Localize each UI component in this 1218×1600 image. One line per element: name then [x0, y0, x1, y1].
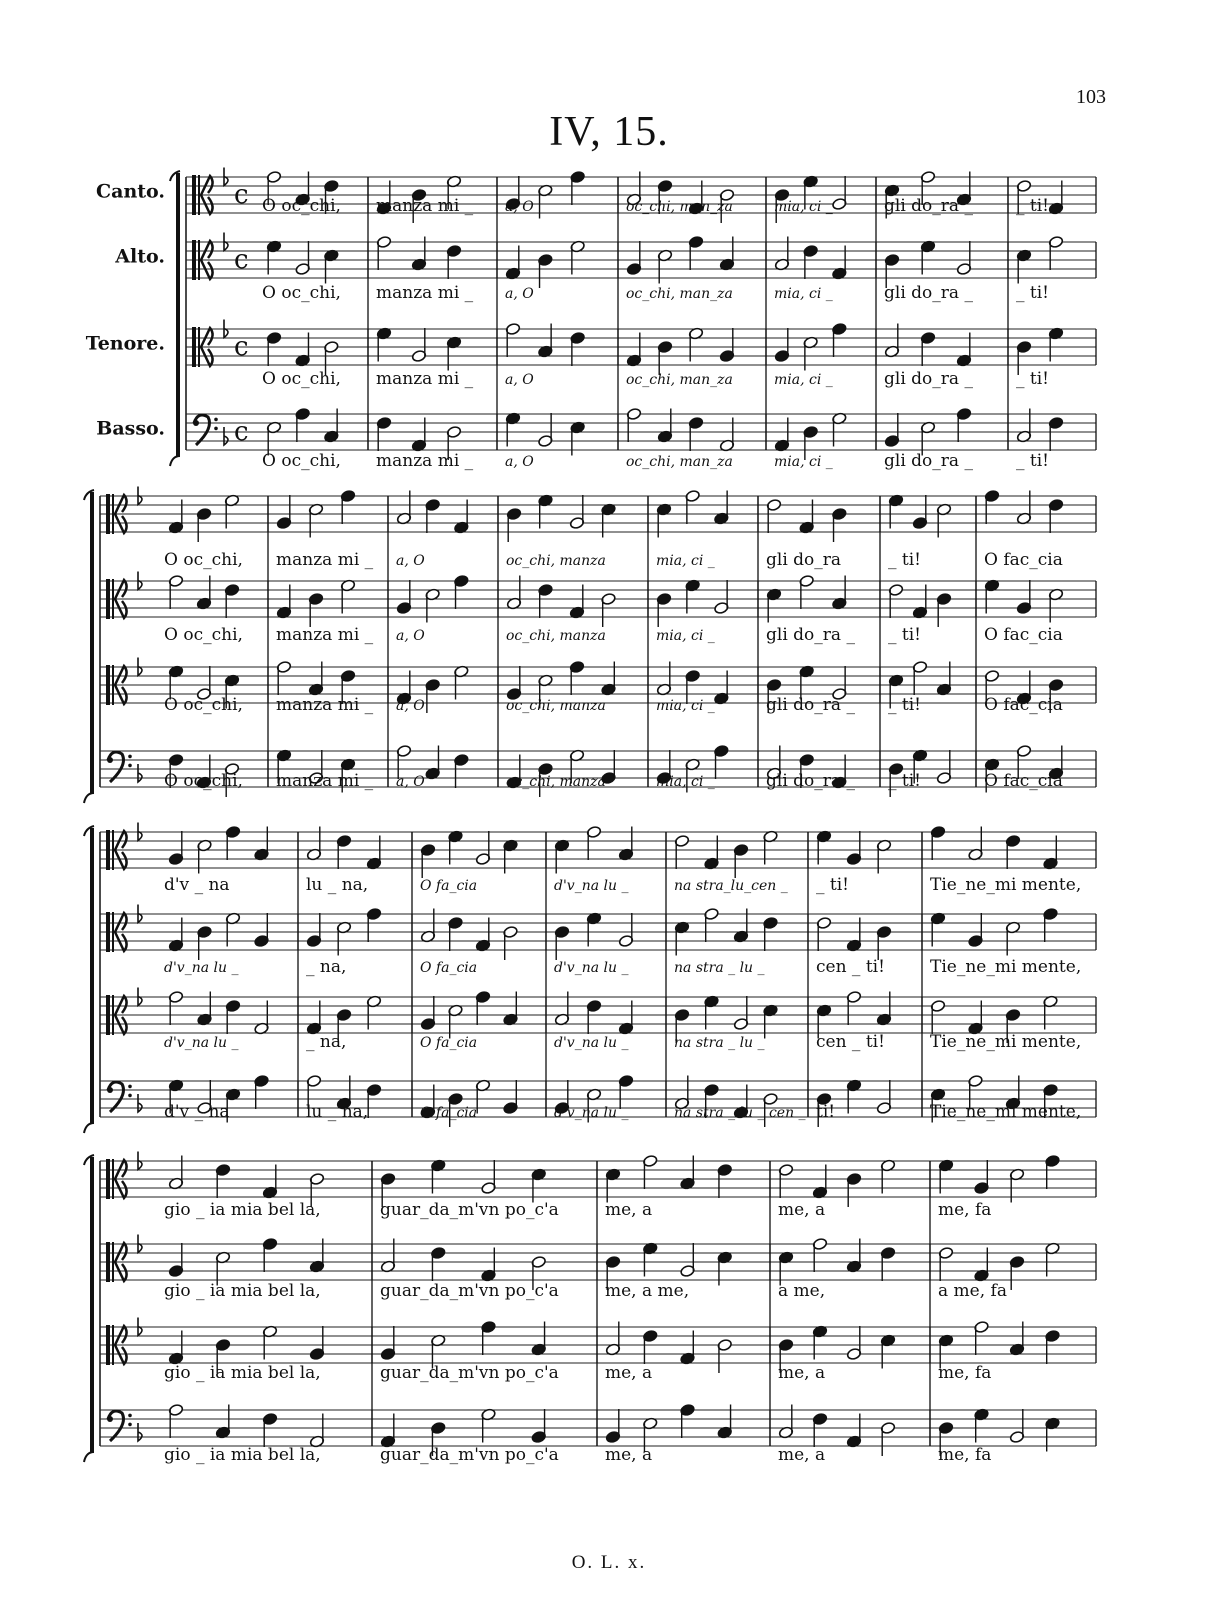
- lyric-1-1-5: mia, ci _: [774, 199, 833, 215]
- c-clef-icon: [112, 1242, 114, 1282]
- c-clef-icon: [112, 830, 114, 870]
- lyric-1-3-4: oc_chi, man_za: [626, 372, 733, 388]
- lyric-2-3-7: _ ti!: [888, 695, 922, 715]
- lyric-4-2-1: gio _ ia mia bel la,: [164, 1281, 321, 1301]
- lyric-2-1-2: manza mi _: [276, 550, 374, 570]
- lyric-4-2-5: a me, fa: [938, 1281, 1007, 1301]
- lyric-2-4-1: O oc_chi,: [164, 771, 243, 791]
- lyric-1-1-1: O oc_chi,: [262, 196, 341, 216]
- lyric-4-1-1: gio _ ia mia bel la,: [164, 1200, 321, 1220]
- flat-icon: [138, 764, 142, 782]
- lyric-3-1-2: lu _ na,: [306, 875, 369, 895]
- lyric-4-1-5: me, fa: [938, 1200, 992, 1220]
- lyric-1-4-3: a, O: [505, 454, 534, 470]
- voice-label-4: Basso.: [96, 417, 165, 440]
- c-clef-icon: [198, 175, 200, 215]
- piece-title: IV, 15.: [549, 109, 669, 155]
- lyric-2-2-1: O oc_chi,: [164, 625, 243, 645]
- lyric-3-1-4: d'v_na lu _: [554, 878, 629, 894]
- lyric-4-2-3: me, a me,: [605, 1281, 690, 1301]
- c-clef-icon: [198, 327, 200, 367]
- c-clef-icon: [112, 912, 114, 952]
- flat-icon: [138, 1094, 142, 1112]
- f-clef-icon: [107, 1087, 113, 1093]
- lyric-2-2-6: gli do_ra _: [766, 625, 855, 645]
- footer-signature: O. L. x.: [571, 1552, 647, 1573]
- lyric-3-2-1: d'v_na lu _: [164, 960, 239, 976]
- lyric-3-2-7: Tie_ne_mi mente,: [930, 957, 1082, 977]
- lyric-4-1-2: guar_da_m'vn po_c'a: [380, 1200, 559, 1220]
- c-clef-icon: [106, 1325, 110, 1365]
- lyric-2-1-5: mia, ci _: [656, 553, 715, 569]
- voice-label-2: Alto.: [115, 245, 165, 268]
- lyric-2-4-6: gli do_ra _: [766, 771, 855, 791]
- c-clef-icon: [112, 665, 114, 705]
- lyric-1-4-2: manza mi _: [376, 451, 474, 471]
- f-clef-icon: [128, 1414, 132, 1418]
- lyric-3-2-6: cen _ ti!: [816, 957, 885, 977]
- lyric-2-3-3: a, O: [396, 698, 425, 714]
- lyric-4-2-4: a me,: [778, 1281, 826, 1301]
- c-clef-icon: [112, 995, 114, 1035]
- flat-icon: [224, 427, 228, 445]
- lyric-2-2-4: oc_chi, manza: [506, 628, 606, 644]
- system-bracket-bottom: [84, 793, 94, 803]
- common-time-icon: c: [234, 417, 249, 447]
- c-clef-icon: [106, 1159, 110, 1199]
- lyric-3-3-2: _ na,: [306, 1032, 347, 1052]
- c-clef-icon: [106, 494, 110, 534]
- lyric-4-4-3: me, a: [605, 1445, 653, 1465]
- lyric-2-1-1: O oc_chi,: [164, 550, 243, 570]
- c-clef-icon: [112, 1159, 114, 1199]
- page-number: 103: [1076, 86, 1106, 108]
- f-clef-icon: [214, 427, 218, 431]
- lyric-4-4-5: me, fa: [938, 1445, 992, 1465]
- lyric-2-2-8: O fac_cia: [984, 625, 1063, 645]
- lyric-2-4-3: a, O: [396, 774, 425, 790]
- lyric-1-2-5: mia, ci _: [774, 286, 833, 302]
- lyric-3-1-1: d'v _ na: [164, 875, 230, 895]
- lyric-2-1-3: a, O: [396, 553, 425, 569]
- c-clef-icon: [106, 579, 110, 619]
- c-clef-icon: [112, 1325, 114, 1365]
- staff-3-1: [100, 823, 1096, 879]
- lyric-4-3-3: me, a: [605, 1363, 653, 1383]
- lyric-4-3-4: me, a: [778, 1363, 826, 1383]
- c-clef-icon: [192, 327, 196, 367]
- f-clef-icon: [128, 1094, 132, 1098]
- lyric-1-2-3: a, O: [505, 286, 534, 302]
- f-clef-icon: [107, 757, 113, 763]
- f-clef-icon: [128, 1423, 132, 1427]
- f-clef-icon: [128, 755, 132, 759]
- lyric-3-3-4: d'v_na lu _: [554, 1035, 629, 1051]
- lyric-4-4-4: me, a: [778, 1445, 826, 1465]
- lyric-3-4-5: na stra _ lu _ cen _: [674, 1105, 806, 1121]
- system-bracket-bottom: [84, 1123, 94, 1133]
- c-clef-icon: [112, 579, 114, 619]
- lyric-3-4-1: d'v _ na: [164, 1102, 230, 1122]
- lyric-1-3-3: a, O: [505, 372, 534, 388]
- lyric-4-3-5: me, fa: [938, 1363, 992, 1383]
- lyric-2-1-6: gli do_ra: [766, 550, 842, 570]
- c-clef-icon: [106, 1242, 110, 1282]
- c-clef-icon: [106, 665, 110, 705]
- lyric-3-1-3: O fa_cia: [420, 878, 478, 894]
- staff-2-1: [100, 487, 1096, 543]
- lyric-4-4-2: guar_da_m'vn po_c'a: [380, 1445, 559, 1465]
- lyric-3-1-6: _ ti!: [816, 875, 850, 895]
- lyric-1-3-5: mia, ci _: [774, 372, 833, 388]
- c-clef-icon: [112, 494, 114, 534]
- f-clef-icon: [107, 1416, 113, 1422]
- lyric-1-2-6: gli do_ra _: [884, 283, 973, 303]
- c-clef-icon: [106, 912, 110, 952]
- system-4: [84, 1152, 1096, 1463]
- lyric-2-4-5: mia, ci _: [656, 774, 715, 790]
- lyric-4-3-1: gio _ ia mia bel la,: [164, 1363, 321, 1383]
- voice-label-3: Tenore.: [85, 332, 165, 355]
- f-clef-icon: [128, 1085, 132, 1089]
- lyric-1-1-6: gli do_ra _: [884, 196, 973, 216]
- lyric-1-3-6: gli do_ra _: [884, 369, 973, 389]
- c-clef-icon: [106, 995, 110, 1035]
- common-time-icon: c: [234, 180, 249, 210]
- lyric-2-3-4: oc_chi, manza: [506, 698, 606, 714]
- staff-4-1: [100, 1152, 1096, 1208]
- lyric-1-3-2: manza mi _: [376, 369, 474, 389]
- flat-icon: [138, 1423, 142, 1441]
- voice-label-1: Canto.: [96, 180, 165, 203]
- lyric-2-3-8: O fac_cia: [984, 695, 1063, 715]
- lyric-3-3-7: Tie_ne_mi mente,: [930, 1032, 1082, 1052]
- staff-1-3: [186, 320, 1096, 376]
- lyric-2-2-5: mia, ci _: [656, 628, 715, 644]
- lyric-1-4-6: gli do_ra _: [884, 451, 973, 471]
- lyric-2-1-4: oc_chi, manza: [506, 553, 606, 569]
- lyric-1-3-1: O oc_chi,: [262, 369, 341, 389]
- system-bracket-bottom: [170, 456, 180, 466]
- c-clef-icon: [192, 175, 196, 215]
- lyric-4-1-4: me, a: [778, 1200, 826, 1220]
- lyric-1-2-7: _ ti!: [1016, 283, 1050, 303]
- lyric-2-4-7: _ ti!: [888, 771, 922, 791]
- lyric-2-4-8: O fac_cia: [984, 771, 1063, 791]
- staff-3-2: [100, 905, 1096, 961]
- c-clef-icon: [198, 240, 200, 280]
- lyric-2-3-1: O oc_chi,: [164, 695, 243, 715]
- lyric-3-4-4: d'v_na lu _: [554, 1105, 629, 1121]
- lyric-1-1-3: a, O: [505, 199, 534, 215]
- lyric-3-4-3: O fa_cia: [420, 1105, 478, 1121]
- lyric-2-3-6: gli do_ra _: [766, 695, 855, 715]
- lyric-1-4-5: mia, ci _: [774, 454, 833, 470]
- lyric-2-4-2: manza mi _: [276, 771, 374, 791]
- lyric-2-2-7: _ ti!: [888, 625, 922, 645]
- lyric-4-3-2: guar_da_m'vn po_c'a: [380, 1363, 559, 1383]
- lyric-4-1-3: me, a: [605, 1200, 653, 1220]
- lyric-3-2-5: na stra _ lu _: [674, 960, 765, 976]
- lyric-3-4-7: Tie_ne_mi mente,: [930, 1102, 1082, 1122]
- f-clef-icon: [214, 418, 218, 422]
- lyric-4-4-1: gio _ ia mia bel la,: [164, 1445, 321, 1465]
- c-clef-icon: [192, 240, 196, 280]
- lyric-3-2-3: O fa_cia: [420, 960, 478, 976]
- lyric-3-4-2: lu _ na,: [306, 1102, 369, 1122]
- lyric-3-3-3: O fa_cia: [420, 1035, 478, 1051]
- lyric-3-3-5: na stra _ lu _: [674, 1035, 765, 1051]
- lyric-3-4-6: ti!: [816, 1102, 836, 1122]
- lyric-2-3-2: manza mi _: [276, 695, 374, 715]
- f-clef-icon: [128, 764, 132, 768]
- lyric-1-1-2: manza mi _: [376, 196, 474, 216]
- common-time-icon: c: [234, 332, 249, 362]
- lyric-1-2-1: O oc_chi,: [262, 283, 341, 303]
- system-bracket-bottom: [84, 1452, 94, 1462]
- lyric-1-4-1: O oc_chi,: [262, 451, 341, 471]
- f-clef-icon: [193, 420, 199, 426]
- lyric-4-2-2: guar_da_m'vn po_c'a: [380, 1281, 559, 1301]
- lyric-2-4-4: oc_chi, manza: [506, 774, 606, 790]
- lyric-1-2-4: oc_chi, man_za: [626, 286, 733, 302]
- c-clef-icon: [106, 830, 110, 870]
- lyric-2-3-5: mia, ci _: [656, 698, 715, 714]
- system-3: [84, 823, 1096, 1134]
- lyric-2-1-8: O fac_cia: [984, 550, 1063, 570]
- lyric-3-2-2: _ na,: [306, 957, 347, 977]
- lyric-1-1-7: _ ti!: [1016, 196, 1050, 216]
- staff-1-2: [186, 233, 1096, 289]
- lyric-3-3-6: cen _ ti!: [816, 1032, 885, 1052]
- lyric-1-2-2: manza mi _: [376, 283, 474, 303]
- lyric-3-2-4: d'v_na lu _: [554, 960, 629, 976]
- lyric-2-2-2: manza mi _: [276, 625, 374, 645]
- lyric-1-4-7: _ ti!: [1016, 451, 1050, 471]
- common-time-icon: c: [234, 245, 249, 275]
- lyric-2-2-3: a, O: [396, 628, 425, 644]
- lyric-3-1-5: na stra_lu_cen _: [674, 878, 788, 894]
- lyric-2-1-7: _ ti!: [888, 550, 922, 570]
- lyric-3-3-1: d'v_na lu _: [164, 1035, 239, 1051]
- staff-2-2: [100, 572, 1096, 628]
- lyric-1-1-4: oc_chi, man_za: [626, 199, 733, 215]
- lyric-3-1-7: Tie_ne_mi mente,: [930, 875, 1082, 895]
- lyric-1-4-4: oc_chi, man_za: [626, 454, 733, 470]
- lyric-1-3-7: _ ti!: [1016, 369, 1050, 389]
